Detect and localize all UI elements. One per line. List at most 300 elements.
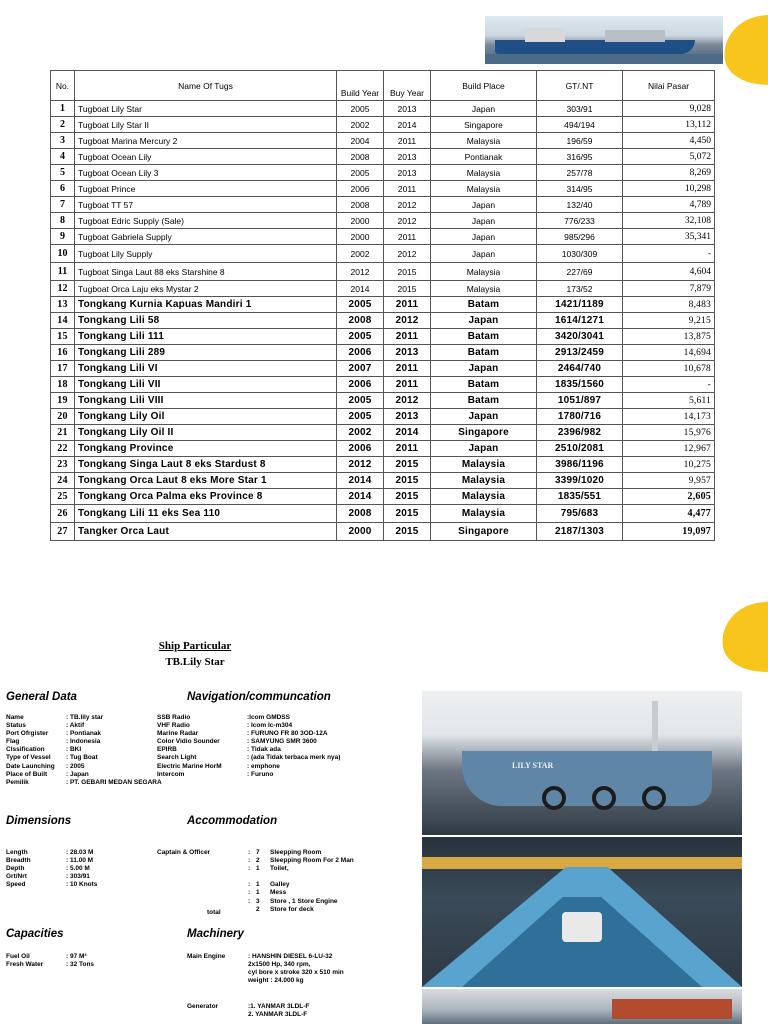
build-year: 2014 [337, 489, 384, 505]
table-row [51, 489, 715, 505]
nilai-pasar: 4,604 [623, 263, 715, 281]
row-number: 2 [51, 117, 75, 133]
general-data-key: Date Launching [6, 762, 55, 770]
row-number: 13 [51, 297, 75, 313]
header-gt-nt: GT/.NT [537, 71, 623, 101]
accommodation-item: Toilet, [270, 865, 289, 873]
build-place: Japan [431, 229, 537, 245]
navigation-value: : (ada Tidak terbaca merk nya) [247, 754, 341, 762]
accommodation-item: Store , 1 Store Engine [270, 897, 338, 905]
row-number: 23 [51, 457, 75, 473]
accommodation-item: Galley [270, 881, 290, 889]
navigation-row [157, 754, 340, 762]
gt-nt: 1835/1560 [537, 377, 623, 393]
gt-nt: 1030/309 [537, 245, 623, 263]
buy-year: 2011 [384, 441, 431, 457]
build-place: Japan [431, 213, 537, 229]
general-data-value: : PT. GEBARI MEDAN SEGARA [66, 778, 162, 786]
general-data-value: : Tug Boat [66, 754, 98, 762]
vessel-name: Tugboat Prince [75, 181, 337, 197]
vessel-name: Tongkang Lili VII [75, 377, 337, 393]
build-year: 2008 [337, 505, 384, 523]
dimension-key: Depth [6, 865, 25, 873]
table-row [51, 377, 715, 393]
vessel-name: Tongkang Kurnia Kapuas Mandiri 1 [75, 297, 337, 313]
build-year: 2004 [337, 133, 384, 149]
gt-nt: 494/194 [537, 117, 623, 133]
general-data-key: Port Ofrgister [6, 730, 49, 738]
build-year: 2006 [337, 345, 384, 361]
buy-year: 2015 [384, 281, 431, 297]
navigation-key: EPIRB [157, 746, 177, 754]
buy-year: 2012 [384, 393, 431, 409]
build-place: Malaysia [431, 489, 537, 505]
accommodation-row [248, 881, 354, 889]
main-engine-line: : HANSHIN DIESEL 6-LU-32 [248, 953, 333, 960]
main-engine-line: 2x1500 Hp, 340 rpm, [248, 961, 311, 969]
vessel-name: Tugboat Marina Mercury 2 [75, 133, 337, 149]
vessel-name: Tongkang Orca Laut 8 eks More Star 1 [75, 473, 337, 489]
header-build-year: Build Year [337, 71, 384, 101]
accommodation-colon: : [248, 865, 251, 873]
row-number: 20 [51, 409, 75, 425]
row-number: 12 [51, 281, 75, 297]
row-number: 1 [51, 101, 75, 117]
dimension-value: : 5.00 M [66, 865, 90, 873]
gt-nt: 316/95 [537, 149, 623, 165]
nilai-pasar: 5,072 [623, 149, 715, 165]
vessel-name: Tongkang Lily Oil II [75, 425, 337, 441]
vessel-name: Tugboat Singa Laut 88 eks Starshine 8 [75, 263, 337, 281]
general-data-value: : TB.lily star [66, 714, 104, 721]
nilai-pasar: 15,976 [623, 425, 715, 441]
navigation-value: : Tidak ada [247, 746, 281, 754]
navigation-key: Marine Radar [157, 730, 199, 738]
build-year: 2012 [337, 263, 384, 281]
accommodation-count: 1 [256, 889, 260, 897]
vessel-name: Tongkang Lili 11 eks Sea 110 [75, 505, 337, 523]
navigation-key: Electric Marine HorM [157, 762, 222, 770]
build-year: 2005 [337, 409, 384, 425]
accommodation-count: 7 [256, 849, 260, 856]
build-place: Malaysia [431, 165, 537, 181]
dimensions-list [6, 849, 97, 889]
capacities-heading: Capacities [6, 928, 64, 940]
accommodation-row [248, 857, 354, 865]
gt-nt: 3420/3041 [537, 329, 623, 345]
general-data-list [6, 714, 162, 787]
build-year: 2002 [337, 117, 384, 133]
buy-year: 2015 [384, 473, 431, 489]
vessel-name: Tugboat Ocean Lily [75, 149, 337, 165]
row-number: 14 [51, 313, 75, 329]
gt-nt: 2464/740 [537, 361, 623, 377]
general-data-row [6, 746, 162, 754]
build-place: Singapore [431, 425, 537, 441]
build-year: 2008 [337, 197, 384, 213]
buy-year: 2015 [384, 263, 431, 281]
general-data-row [6, 754, 162, 762]
buy-year: 2014 [384, 425, 431, 441]
accommodation-total-label: total [207, 909, 221, 916]
navigation-row [157, 763, 340, 771]
row-number: 24 [51, 473, 75, 489]
ship-photo-name: LILY STAR [512, 761, 554, 770]
navigation-row [157, 771, 340, 779]
generator-line: 2. YANMAR 3LDL-F [248, 1011, 308, 1019]
buy-year: 2012 [384, 245, 431, 263]
buy-year: 2011 [384, 181, 431, 197]
general-data-key: Status [6, 722, 26, 730]
buy-year: 2013 [384, 409, 431, 425]
buy-year: 2013 [384, 101, 431, 117]
gt-nt: 227/69 [537, 263, 623, 281]
row-number: 3 [51, 133, 75, 149]
row-number: 4 [51, 149, 75, 165]
table-row [51, 297, 715, 313]
buy-year: 2015 [384, 523, 431, 541]
gt-nt: 3399/1020 [537, 473, 623, 489]
capacity-key: Fuel Oil [6, 953, 30, 960]
gt-nt: 2187/1303 [537, 523, 623, 541]
vessel-name: Tugboat Ocean Lily 3 [75, 165, 337, 181]
nilai-pasar: 12,967 [623, 441, 715, 457]
build-year: 2005 [337, 101, 384, 117]
navigation-key: SSB Radio [157, 714, 191, 721]
table-row [51, 473, 715, 489]
vessel-name: Tongkang Singa Laut 8 eks Stardust 8 [75, 457, 337, 473]
general-data-value: : 2005 [66, 762, 85, 770]
accommodation-count: 3 [256, 897, 260, 905]
table-row [51, 133, 715, 149]
table-row [51, 149, 715, 165]
navigation-list [157, 714, 340, 779]
general-data-value: : Aktif [66, 722, 85, 730]
dimensions-heading: Dimensions [6, 815, 72, 827]
vessel-name: Tugboat Edric Supply (Sale) [75, 213, 337, 229]
table-row [51, 425, 715, 441]
dimension-key: Breadth [6, 857, 31, 865]
row-number: 8 [51, 213, 75, 229]
buy-year: 2011 [384, 229, 431, 245]
build-place: Pontianak [431, 149, 537, 165]
buy-year: 2011 [384, 133, 431, 149]
gt-nt: 3986/1196 [537, 457, 623, 473]
accommodation-count: 2 [256, 905, 260, 913]
general-data-value: : Japan [66, 770, 89, 778]
ship-header-photo [485, 16, 723, 64]
accommodation-colon: : [248, 889, 251, 897]
accommodation-list [248, 849, 354, 914]
header-build-place: Build Place [431, 71, 537, 101]
navigation-key: Search Light [157, 754, 197, 762]
build-year: 2006 [337, 377, 384, 393]
navigation-key: VHF Radio [157, 722, 190, 730]
table-row [51, 505, 715, 523]
accommodation-row [248, 898, 354, 906]
navigation-value: : Furuno [247, 770, 274, 778]
build-place: Malaysia [431, 281, 537, 297]
row-number: 9 [51, 229, 75, 245]
row-number: 22 [51, 441, 75, 457]
build-place: Malaysia [431, 457, 537, 473]
vessel-name: Tugboat Lily Supply [75, 245, 337, 263]
accommodation-colon: : [248, 881, 251, 889]
build-place: Batam [431, 329, 537, 345]
accommodation-count: 2 [256, 857, 260, 865]
accommodation-row [248, 873, 354, 881]
navigation-row [157, 714, 340, 722]
row-number: 7 [51, 197, 75, 213]
gt-nt: 173/52 [537, 281, 623, 297]
accommodation-colon: : [248, 897, 251, 905]
gt-nt: 1614/1271 [537, 313, 623, 329]
table-row [51, 361, 715, 377]
build-place: Japan [431, 361, 537, 377]
nilai-pasar: 35,341 [623, 229, 715, 245]
navigation-row [157, 722, 340, 730]
vessel-name: Tugboat Lily Star II [75, 117, 337, 133]
buy-year: 2011 [384, 377, 431, 393]
row-number: 19 [51, 393, 75, 409]
deck-winch-photo [422, 837, 742, 987]
build-place: Singapore [431, 523, 537, 541]
main-engine-line: cyl bore x stroke 320 x 510 min [248, 969, 344, 977]
general-data-value: : BKI [66, 746, 82, 754]
dimension-row [6, 873, 97, 881]
general-data-key: Place of Built [6, 770, 48, 778]
main-engine-label: Main Engine [187, 953, 226, 960]
header-nilai-pasar: Nilai Pasar [623, 71, 715, 101]
nilai-pasar: 8,269 [623, 165, 715, 181]
gt-nt: 257/78 [537, 165, 623, 181]
nilai-pasar: 32,108 [623, 213, 715, 229]
build-year: 2000 [337, 229, 384, 245]
generator-line: :1. YANMAR 3LDL-F [248, 1003, 310, 1010]
build-place: Batam [431, 393, 537, 409]
general-data-value: : Indonesia [66, 738, 101, 746]
accommodation-item: Sleepping Room [270, 849, 322, 856]
header-no: No. [51, 71, 75, 101]
build-place: Malaysia [431, 473, 537, 489]
navigation-row [157, 746, 340, 754]
nilai-pasar: - [623, 245, 715, 263]
navigation-value: : emphone [247, 762, 280, 770]
row-number: 27 [51, 523, 75, 541]
nilai-pasar: 8,483 [623, 297, 715, 313]
dimension-value: : 10 Knots [66, 881, 98, 889]
gt-nt: 1421/1189 [537, 297, 623, 313]
build-year: 2007 [337, 361, 384, 377]
gt-nt: 2913/2459 [537, 345, 623, 361]
table-row [51, 523, 715, 541]
nilai-pasar: 14,173 [623, 409, 715, 425]
capacity-row [6, 961, 94, 969]
build-year: 2005 [337, 393, 384, 409]
accommodation-colon: : [248, 857, 251, 865]
row-number: 6 [51, 181, 75, 197]
build-place: Malaysia [431, 181, 537, 197]
vessel-name: Tongkang Lily Oil [75, 409, 337, 425]
accommodation-item: Store for deck [270, 905, 314, 913]
generator-details [248, 1003, 309, 1019]
build-place: Japan [431, 101, 537, 117]
general-data-row [6, 730, 162, 738]
gt-nt: 1835/551 [537, 489, 623, 505]
tugs-table [50, 70, 715, 541]
nilai-pasar: 10,298 [623, 181, 715, 197]
vessel-name: Tugboat TT 57 [75, 197, 337, 213]
build-year: 2002 [337, 425, 384, 441]
build-year: 2014 [337, 281, 384, 297]
nilai-pasar: 10,678 [623, 361, 715, 377]
build-place: Batam [431, 377, 537, 393]
vessel-name: Tongkang Lili 111 [75, 329, 337, 345]
general-data-row [6, 722, 162, 730]
general-data-key: Pemilik [6, 778, 29, 786]
nilai-pasar: 9,028 [623, 101, 715, 117]
build-year: 2005 [337, 297, 384, 313]
vessel-name: Tugboat Gabriela Supply [75, 229, 337, 245]
row-number: 21 [51, 425, 75, 441]
general-data-heading: General Data [6, 691, 77, 703]
vessel-name: Tangker Orca Laut [75, 523, 337, 541]
general-data-key: Type of Vessel [6, 754, 51, 762]
buy-year: 2011 [384, 361, 431, 377]
build-place: Malaysia [431, 133, 537, 149]
table-row [51, 245, 715, 263]
navigation-value: : SAMYUNG SMR 3600 [247, 738, 317, 746]
accommodation-row [248, 889, 354, 897]
nilai-pasar: 14,694 [623, 345, 715, 361]
harbor-photo [422, 989, 742, 1024]
vessel-name: Tugboat Lily Star [75, 101, 337, 117]
build-place: Batam [431, 297, 537, 313]
capacity-row [6, 953, 94, 961]
build-year: 2005 [337, 165, 384, 181]
dimension-row [6, 881, 97, 889]
captain-officer-label: Captain & Officer [157, 849, 211, 856]
dimension-key: Speed [6, 881, 26, 889]
row-number: 15 [51, 329, 75, 345]
ship-photo-lily-star [422, 691, 742, 835]
buy-year: 2013 [384, 345, 431, 361]
row-number: 18 [51, 377, 75, 393]
nilai-pasar: 7,879 [623, 281, 715, 297]
gt-nt: 1780/716 [537, 409, 623, 425]
vessel-name: Tongkang Province [75, 441, 337, 457]
capacity-value: : 97 M³ [66, 953, 87, 960]
buy-year: 2013 [384, 149, 431, 165]
dimension-row [6, 849, 97, 857]
build-place: Japan [431, 245, 537, 263]
nilai-pasar: 9,215 [623, 313, 715, 329]
ship-particular-title: Ship Particular [158, 640, 232, 652]
dimension-value: : 28.03 M [66, 849, 94, 856]
gt-nt: 303/91 [537, 101, 623, 117]
header-name: Name Of Tugs [75, 71, 337, 101]
dimension-value: : 303/91 [66, 873, 90, 881]
accommodation-heading: Accommodation [187, 815, 278, 827]
row-number: 26 [51, 505, 75, 523]
build-place: Japan [431, 441, 537, 457]
table-row [51, 263, 715, 281]
main-engine-line: weight : 24.000 kg [248, 977, 304, 985]
table-row [51, 197, 715, 213]
nilai-pasar: 4,789 [623, 197, 715, 213]
row-number: 25 [51, 489, 75, 505]
build-year: 2000 [337, 523, 384, 541]
machinery-heading: Machinery [187, 928, 244, 940]
table-row [51, 165, 715, 181]
ship-particular-subtitle: TB.Lily Star [165, 656, 225, 668]
navigation-value: : FURUNO FR 80 3OD-12A [247, 730, 328, 738]
navigation-value: :Icom GMDSS [247, 714, 290, 721]
row-number: 10 [51, 245, 75, 263]
vessel-name: Tongkang Lili VIII [75, 393, 337, 409]
vessel-name: Tugboat Orca Laju eks Mystar 2 [75, 281, 337, 297]
table-row [51, 409, 715, 425]
vessel-name: Tongkang Lili 289 [75, 345, 337, 361]
nilai-pasar: 13,112 [623, 117, 715, 133]
gt-nt: 1051/897 [537, 393, 623, 409]
accommodation-count: 1 [256, 881, 260, 889]
capacity-value: : 32 Tons [66, 961, 95, 969]
build-place: Batam [431, 345, 537, 361]
table-row [51, 281, 715, 297]
buy-year: 2012 [384, 313, 431, 329]
table-header-row [51, 71, 715, 101]
gt-nt: 795/683 [537, 505, 623, 523]
row-number: 11 [51, 263, 75, 281]
table-row [51, 313, 715, 329]
nilai-pasar: 19,097 [623, 523, 715, 541]
nilai-pasar: 4,450 [623, 133, 715, 149]
navigation-row [157, 738, 340, 746]
general-data-row [6, 738, 162, 746]
vessel-name: Tongkang Lili VI [75, 361, 337, 377]
nilai-pasar: - [623, 377, 715, 393]
table-row [51, 229, 715, 245]
capacities-list [6, 953, 94, 969]
nilai-pasar: 4,477 [623, 505, 715, 523]
buy-year: 2013 [384, 165, 431, 181]
nilai-pasar: 9,957 [623, 473, 715, 489]
gt-nt: 314/95 [537, 181, 623, 197]
build-year: 2000 [337, 213, 384, 229]
accommodation-item: Sleepping Room For 2 Man [270, 857, 354, 865]
build-year: 2008 [337, 313, 384, 329]
table-row [51, 393, 715, 409]
general-data-row [6, 714, 162, 722]
buy-year: 2012 [384, 197, 431, 213]
accommodation-row [248, 849, 354, 857]
dimension-key: Grt/Nrt [6, 873, 27, 881]
table-row [51, 329, 715, 345]
build-year: 2014 [337, 473, 384, 489]
accommodation-colon: : [248, 849, 251, 856]
gt-nt: 132/40 [537, 197, 623, 213]
row-number: 17 [51, 361, 75, 377]
row-number: 16 [51, 345, 75, 361]
buy-year: 2011 [384, 297, 431, 313]
yellow-decor-middle [718, 596, 768, 678]
build-year: 2012 [337, 457, 384, 473]
dimension-key: Length [6, 849, 28, 856]
buy-year: 2015 [384, 457, 431, 473]
build-place: Japan [431, 197, 537, 213]
navigation-row [157, 730, 340, 738]
